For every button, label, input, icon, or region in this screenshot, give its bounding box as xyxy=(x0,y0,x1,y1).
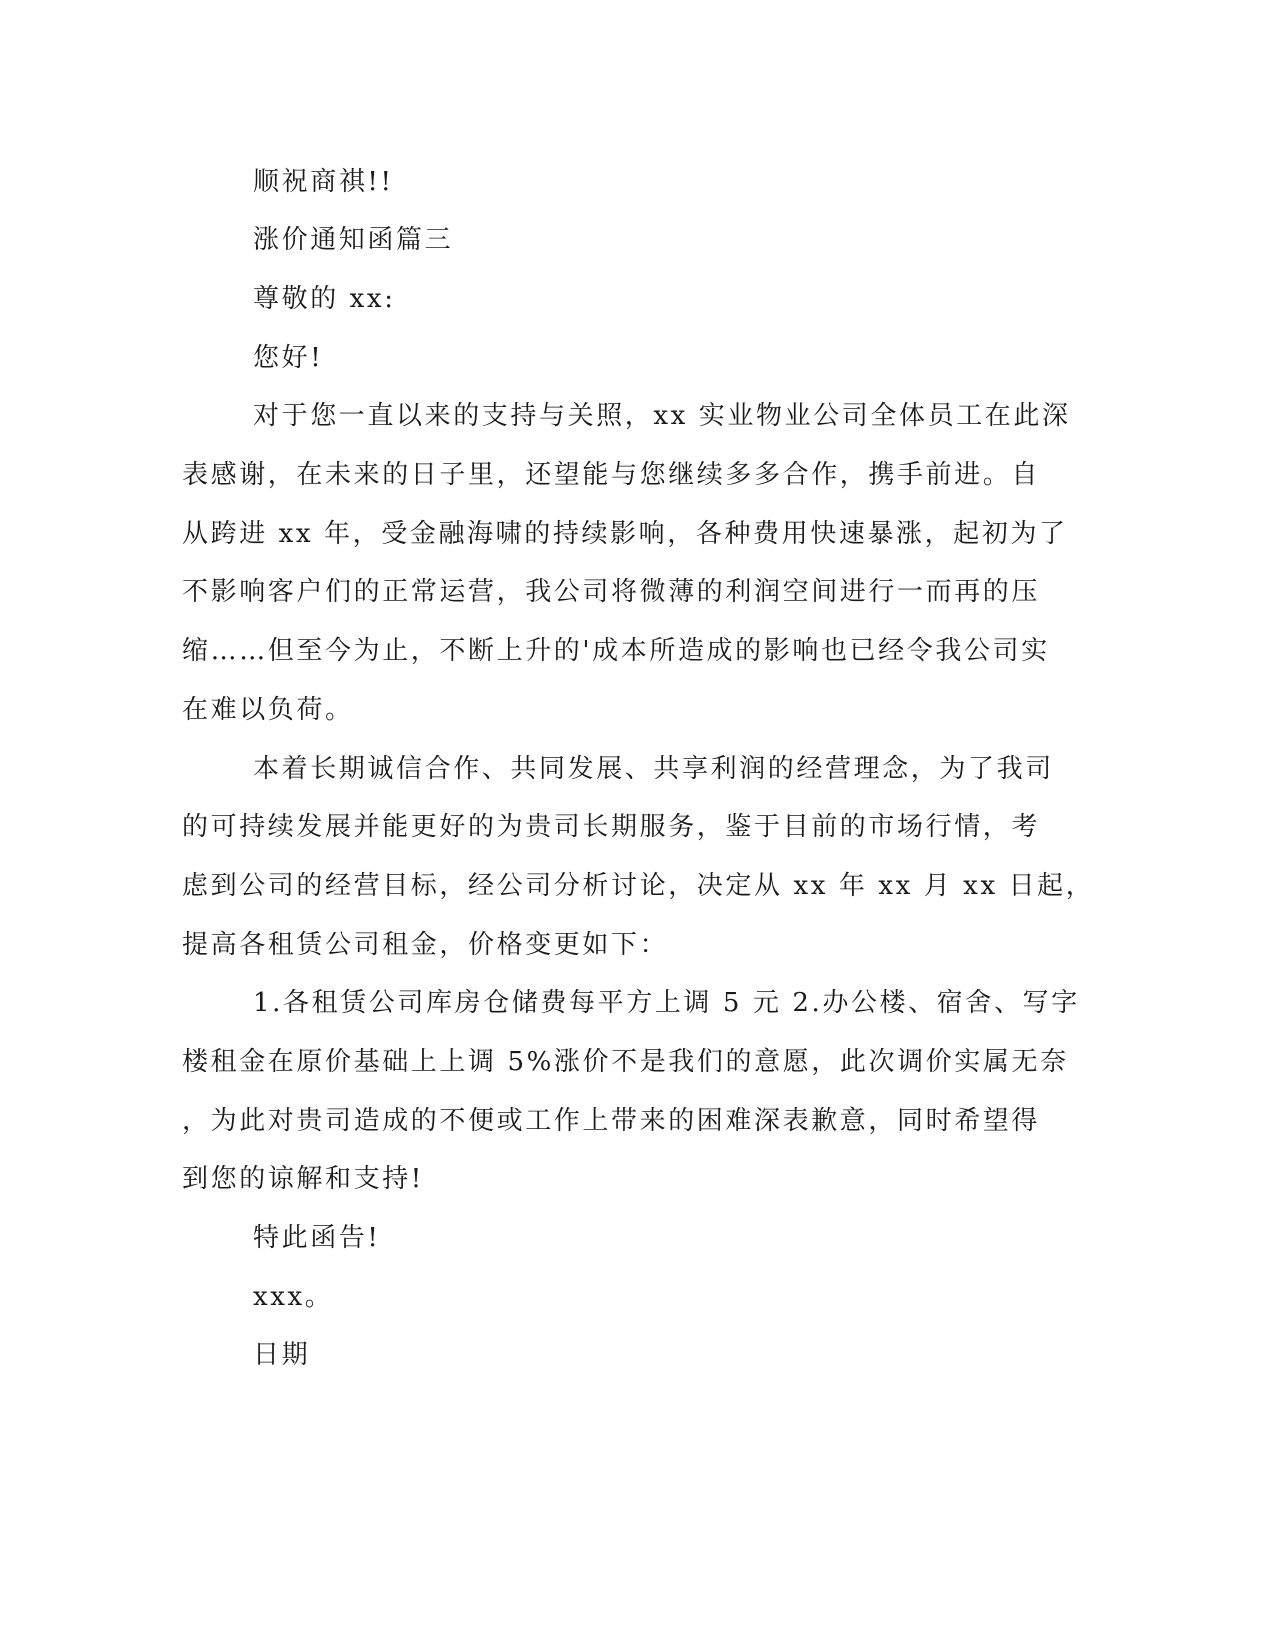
paragraph-1-line-4: 不影响客户们的正常运营，我公司将微薄的利润空间进行一而再的压 xyxy=(182,577,1041,607)
paragraph-1-line-6: 在难以负荷。 xyxy=(182,695,354,725)
paragraph-3-line-4: 到您的谅解和支持! xyxy=(182,1164,424,1194)
salutation: 尊敬的 xx: xyxy=(253,284,396,314)
paragraph-3-line-3: ，为此对贵司造成的不便或工作上带来的困难深表歉意，同时希望得 xyxy=(182,1106,1041,1136)
paragraph-1-line-3: 从跨进 xx 年，受金融海啸的持续影响，各种费用快速暴涨，起初为了 xyxy=(182,519,1068,549)
paragraph-1-line-1: 对于您一直以来的支持与关照，xx 实业物业公司全体员工在此深 xyxy=(253,401,1071,431)
date-label: 日期 xyxy=(253,1340,311,1370)
paragraph-2-line-1: 本着长期诚信合作、共同发展、共享利润的经营理念，为了我司 xyxy=(253,754,1054,784)
paragraph-3-line-2: 楼租金在原价基础上上调 5%涨价不是我们的意愿，此次调价实属无奈 xyxy=(182,1047,1069,1077)
paragraph-1-line-5: 缩……但至今为止，不断上升的'成本所造成的影响也已经令我公司实 xyxy=(182,636,1050,666)
paragraph-3-line-1: 1.各租赁公司库房仓储费每平方上调 5 元 2.办公楼、宿舍、写字 xyxy=(253,988,1080,1018)
greeting: 您好! xyxy=(253,343,324,373)
section-title: 涨价通知函篇三 xyxy=(253,225,454,255)
closing-statement: 特此函告! xyxy=(253,1223,381,1253)
paragraph-2-line-2: 的可持续发展并能更好的为贵司长期服务，鉴于目前的市场行情，考 xyxy=(182,812,1041,842)
paragraph-2-line-4: 提高各租赁公司租金，价格变更如下： xyxy=(182,930,669,960)
signature: xxx。 xyxy=(253,1282,334,1312)
paragraph-2-line-3: 虑到公司的经营目标，经公司分析讨论，决定从 xx 年 xx 月 xx 日起， xyxy=(182,871,1095,901)
paragraph-1-line-2: 表感谢，在未来的日子里，还望能与您继续多多合作，携手前进。自 xyxy=(182,460,1041,490)
closing-greeting: 顺祝商祺!! xyxy=(253,167,394,197)
